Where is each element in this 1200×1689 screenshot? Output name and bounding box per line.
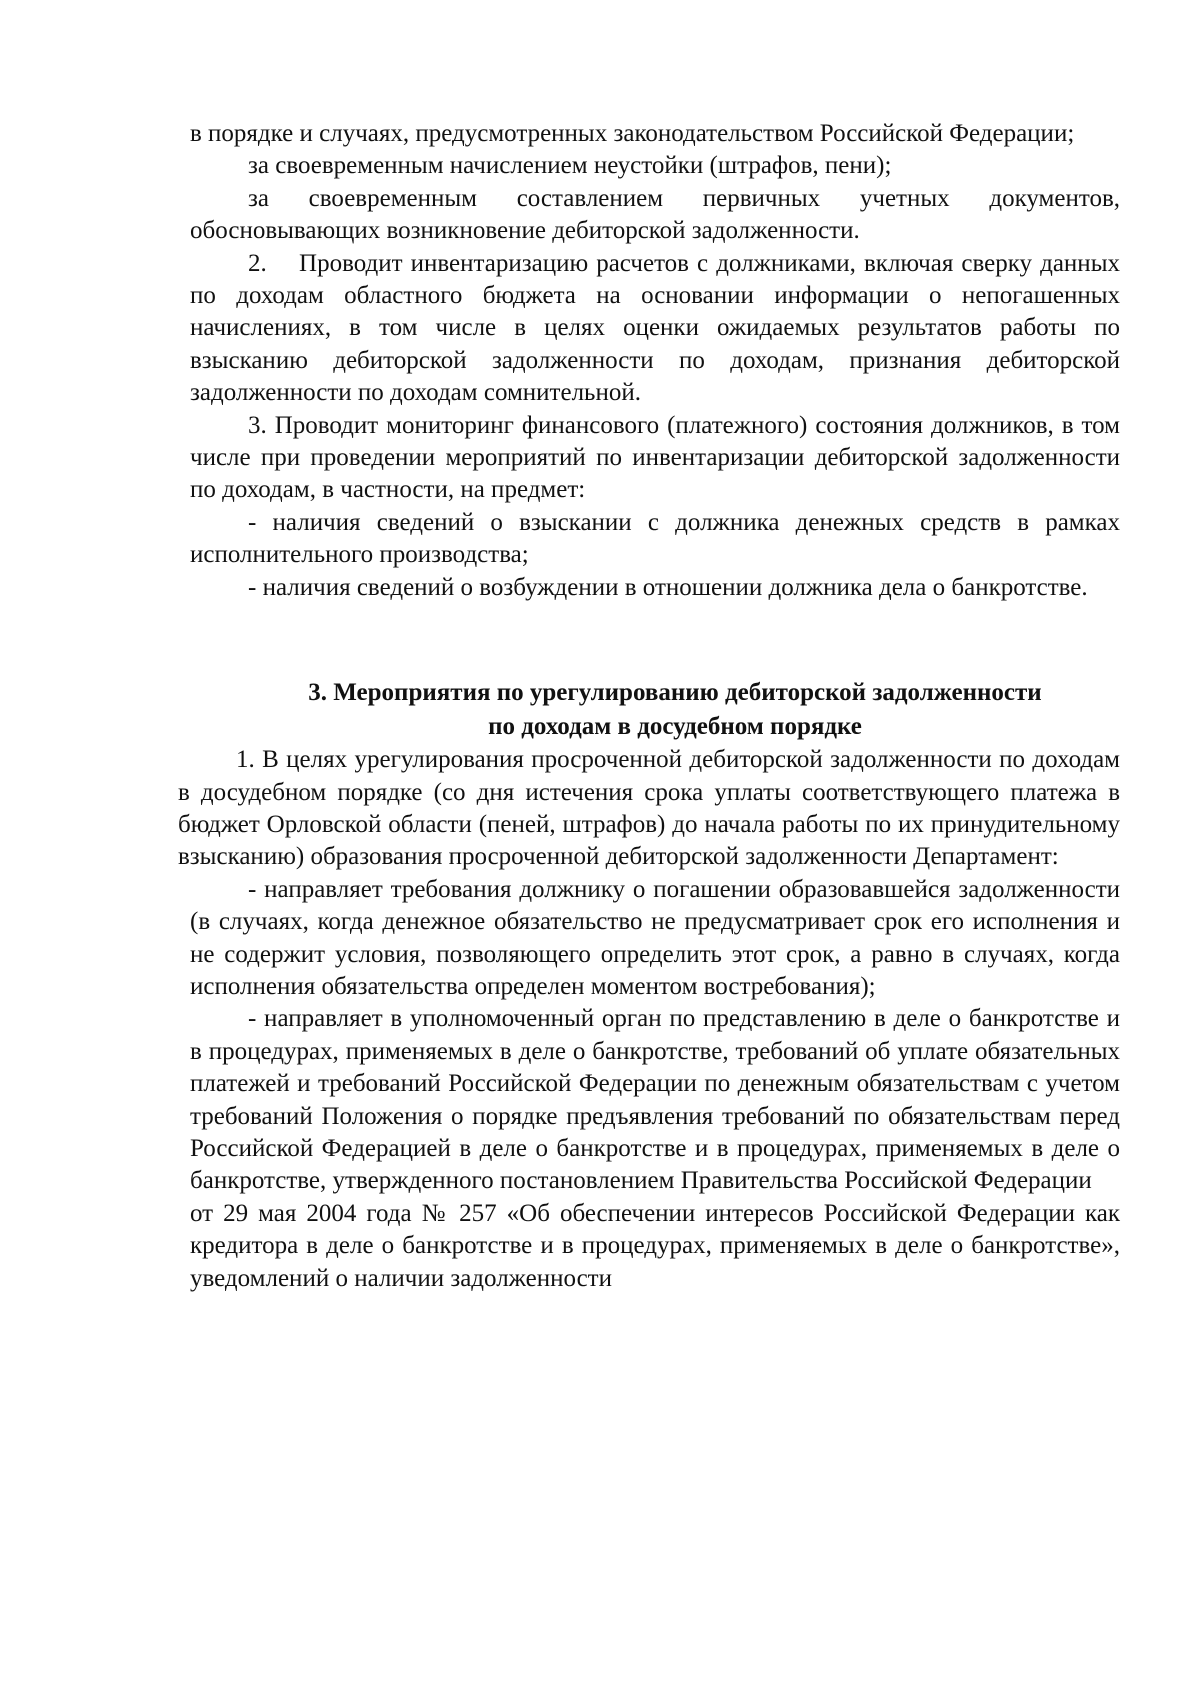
paragraph-dash-enforcement: - наличия сведений о взыскании с должника денежных средств в рамках исполнительного производства; [190,508,1120,569]
paragraph-continuation: в порядке и случаях, предусмотренных законодательством Российской Федерации; [190,120,1075,147]
paragraph-dash-authorized-body: - направляет в уполномоченный орган по представлению в деле о банкротстве и в процедурах, применяемых в деле о банкротстве, требований об уплате обязательных платежей и требований Российской Федерации по денежным обязательствам с учетом требований Положения о порядке предъявления требований по обязательствам перед Российской Федерацией в деле о банкротстве и в процедурах, применяемых в деле о банкротстве, утвержденного постановлением Правительства Российской Федерации [190,1005,1120,1195]
paragraph-decree-reference: от 29 мая 2004 года № 257 «Об обеспечении интересов Российской Федерации как кредитора в деле о банкротстве и в процедурах, применяемых в деле о банкротстве», уведомлений о наличии задолженности [190,1199,1120,1292]
paragraph-penalty-accrual: за своевременным начислением неустойки (штрафов, пени); [248,152,892,180]
document-body [178,118,1120,1295]
paragraph-section3-item-1: 1. В целях урегулирования просроченной дебиторской задолженности по доходам в досудебном порядке (со дня истечения срока уплаты соответствующего платежа в бюджет Орловской области (пеней, штрафов) до начала работы по их принудительному взысканию) образования просроченной дебиторской задолженности Департамент: [178,746,1120,871]
paragraph-item-2-inventory: 2. Проводит инвентаризацию расчетов с должниками, включая сверку данных по доходам областного бюджета на основании информации о непогашенных начислениях, в том числе в целях оценки ожидаемых результатов работы по взысканию дебиторской задолженности по доходам, признания дебиторской задолженности по доходам сомнительной. [190,249,1120,407]
paragraph-dash-bankruptcy: - наличия сведений о возбуждении в отношении должника дела о банкротстве. [248,573,1088,601]
section-heading-line-2: по доходам в досудебном порядке [488,713,862,741]
paragraph-item-3-monitoring: 3. Проводит мониторинг финансового (платежного) состояния должников, в том числе при проведении мероприятий по инвентаризации дебиторской задолженности по доходам, в частности, на предмет: [190,411,1120,504]
section-3-body [178,744,1120,1295]
section-heading-line-1: 3. Мероприятия по урегулированию дебиторской задолженности [308,679,1042,707]
paragraph-primary-documents: за своевременным составлением первичных учетных документов, обосновывающих возникновение дебиторской задолженности. [190,184,1120,245]
section-heading [190,676,1120,744]
paragraph-dash-requirements: - направляет требования должнику о погашении образовавшейся задолженности (в случаях, когда денежное обязательство не предусматривает срок его исполнения и не содержит условия, позволяющего определить этот срок, а равно в случаях, когда исполнения обязательства определен моментом востребования); [190,875,1120,1000]
